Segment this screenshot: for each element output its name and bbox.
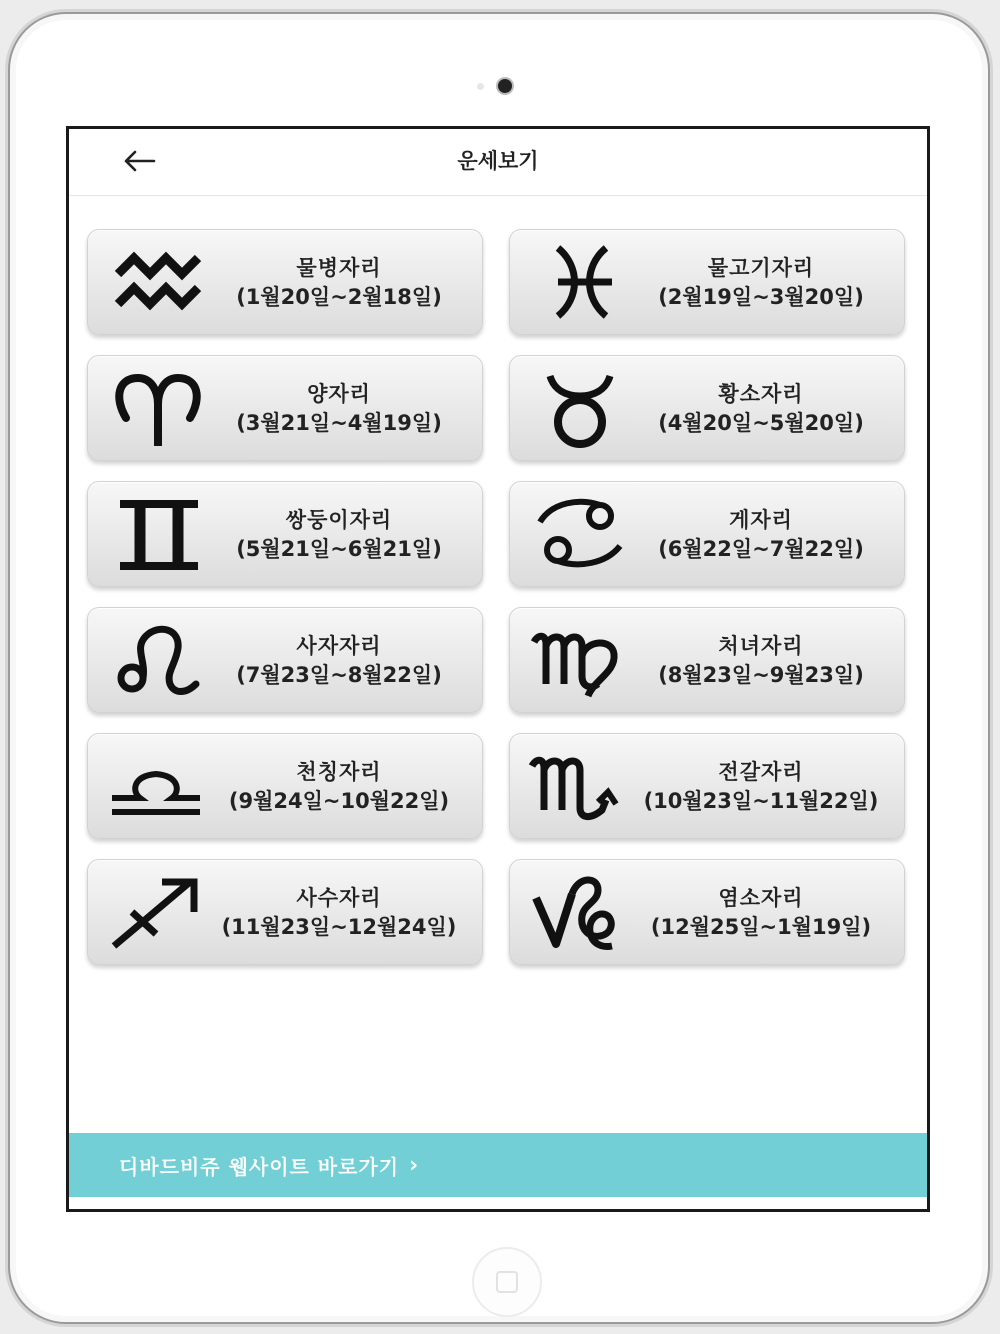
zodiac-dates: (10월23일~11월22일) (643, 789, 879, 813)
zodiac-dates: (4월20일~5월20일) (658, 411, 864, 435)
camera-icon (498, 79, 512, 93)
zodiac-name: 염소자리 (718, 886, 804, 910)
zodiac-dates: (5월21일~6월21일) (236, 537, 442, 561)
website-link[interactable]: 디바드비쥬 웹사이트 바로가기 (119, 1154, 400, 1179)
aries-icon (106, 368, 206, 448)
zodiac-name: 물고기자리 (707, 256, 815, 280)
zodiac-name: 황소자리 (718, 382, 804, 406)
website-link-bar[interactable] (69, 1133, 927, 1197)
zodiac-name: 처녀자리 (718, 634, 804, 658)
zodiac-card-sagittarius[interactable] (87, 859, 483, 965)
zodiac-card-pisces[interactable] (509, 229, 905, 335)
zodiac-card-gemini[interactable] (87, 481, 483, 587)
zodiac-grid (87, 229, 903, 965)
zodiac-card-virgo[interactable] (509, 607, 905, 713)
zodiac-dates: (8월23일~9월23일) (658, 663, 864, 687)
leo-icon (106, 620, 206, 700)
chevron-right-icon: › (409, 1152, 419, 1178)
capricorn-icon (528, 872, 628, 952)
zodiac-dates: (2월19일~3월20일) (658, 285, 864, 309)
zodiac-card-leo[interactable] (87, 607, 483, 713)
zodiac-dates: (11월23일~12월24일) (221, 915, 457, 939)
zodiac-dates: (7월23일~8월22일) (236, 663, 442, 687)
zodiac-card-aries[interactable] (87, 355, 483, 461)
zodiac-dates: (6월22일~7월22일) (658, 537, 864, 561)
sensor-dot (477, 83, 484, 90)
gemini-icon (106, 494, 206, 574)
app-screen (66, 126, 930, 1212)
zodiac-card-scorpio[interactable] (509, 733, 905, 839)
zodiac-name: 사자자리 (296, 634, 382, 658)
zodiac-name: 천칭자리 (296, 760, 382, 784)
zodiac-card-taurus[interactable] (509, 355, 905, 461)
zodiac-dates: (9월24일~10월22일) (228, 789, 450, 813)
zodiac-card-aquarius[interactable] (87, 229, 483, 335)
zodiac-card-cancer[interactable] (509, 481, 905, 587)
zodiac-dates: (3월21일~4월19일) (236, 411, 442, 435)
app-header (69, 129, 927, 196)
sagittarius-icon (106, 872, 206, 952)
libra-icon (106, 746, 206, 826)
scorpio-icon (528, 746, 628, 826)
zodiac-dates: (1월20일~2월18일) (236, 285, 442, 309)
zodiac-dates: (12월25일~1월19일) (650, 915, 872, 939)
taurus-icon (528, 368, 628, 448)
zodiac-name: 쌍둥이자리 (285, 508, 393, 532)
zodiac-name: 사수자리 (296, 886, 382, 910)
zodiac-card-capricorn[interactable] (509, 859, 905, 965)
home-button[interactable] (472, 1247, 542, 1317)
zodiac-name: 양자리 (307, 382, 371, 406)
zodiac-name: 전갈자리 (718, 760, 804, 784)
zodiac-name: 물병자리 (296, 256, 382, 280)
zodiac-card-libra[interactable] (87, 733, 483, 839)
aquarius-icon (106, 242, 206, 322)
pisces-icon (528, 242, 628, 322)
zodiac-name: 게자리 (729, 508, 793, 532)
cancer-icon (528, 494, 628, 574)
virgo-icon (528, 620, 628, 700)
page-title: 운세보기 (457, 149, 539, 173)
